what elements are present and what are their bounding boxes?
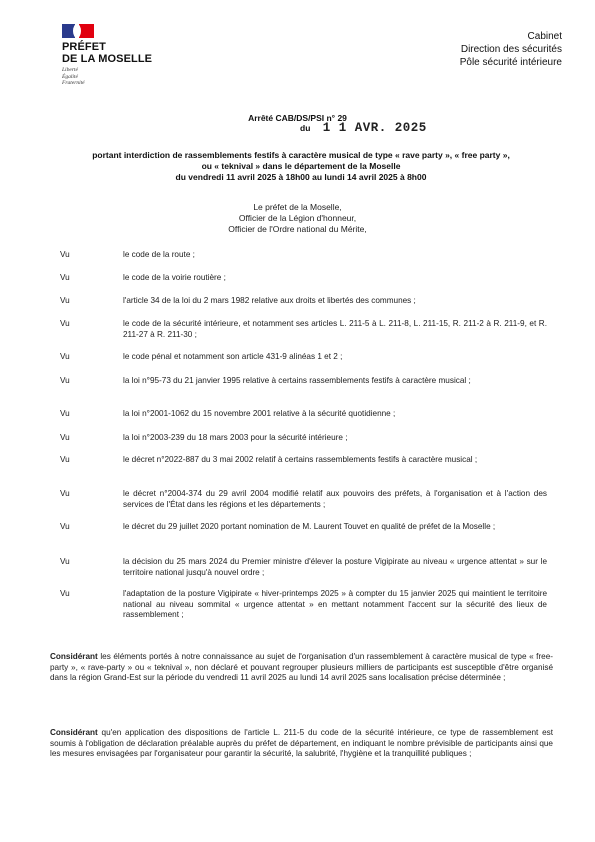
issuing-service [460,30,562,69]
vu-text: le décret n°2004-374 du 29 avril 2004 modifié relatif aux pouvoirs des préfets, à l'organisation et à l'action des services de l'État dans les régions et les départements ; [123,489,547,509]
logo-line-1: PRÉFET [62,41,106,53]
vu-label: Vu [60,455,70,464]
vu-text: la loi n°2001-1062 du 15 novembre 2001 relative à la sécurité quotidienne ; [123,409,396,418]
vu-label: Vu [60,296,70,305]
document-title [40,150,562,183]
vu-text: le code pénal et notamment son article 431-9 alinéas 1 et 2 ; [123,352,343,361]
title-line: portant interdiction de rassemblements festifs à caractère musical de type « rave party », « free party », [92,150,510,160]
considerant-keyword: Considérant [50,728,98,737]
vu-label: Vu [60,376,70,385]
vu-label: Vu [60,352,70,361]
vu-label: Vu [60,489,70,498]
vu-label: Vu [60,589,70,598]
prefet-titles [0,202,595,235]
vu-label: Vu [60,250,70,259]
considerant-paragraph [50,652,553,684]
republic-motto: Liberté Égalité Fraternité [62,67,85,86]
vu-text: le code de la route ; [123,250,195,259]
service-line: Cabinet [527,31,562,42]
service-line: Direction des sécurités [460,44,562,55]
title-line: du vendredi 11 avril 2025 à 18h00 au lundi 14 avril 2025 à 8h00 [175,172,427,182]
vu-label: Vu [60,273,70,282]
vu-text: la décision du 25 mars 2024 du Premier ministre d'élever la posture Vigipirate au niveau « urgence attentat » sur le territoire national jusqu'à nouvel ordre ; [123,557,547,577]
considerant-keyword: Considérant [50,652,98,661]
vu-label: Vu [60,433,70,442]
prefet-line: Le préfet de la Moselle, [253,202,342,212]
vu-label: Vu [60,319,70,328]
vu-text: l'adaptation de la posture Vigipirate « hiver-printemps 2025 » à compter du 15 janvier 2025 qui maintient le territoire national au niveau sommital « urgence attentat » en mettant notamment l'accent sur la sécurité des lieux de rassemblement ; [123,589,547,619]
vu-text: le code de la voirie routière ; [123,273,226,282]
vu-label: Vu [60,522,70,531]
vu-text: le code de la sécurité intérieure, et notamment ses articles L. 211-5 à L. 211-8, L. 211-15, R. 211-2 à R. 211-9, et R. 211-27 à R. 211-30 ; [123,319,547,339]
prefecture-logo [62,24,172,87]
prefet-line: Officier de la Légion d'honneur, [238,213,357,223]
arrete-du: du [300,123,311,133]
vu-text: le décret du 29 juillet 2020 portant nomination de M. Laurent Touvet en qualité de préfet de la Moselle ; [123,522,496,531]
vu-label: Vu [60,409,70,418]
date-stamp: 1 1 AVR. 2025 [322,121,427,135]
logo-line-2: DE LA MOSELLE [62,53,153,65]
considerant-text: qu'en application des dispositions de l'article L. 211-5 du code de la sécurité intérieure, ce type de rassemblement est soumis à l'obligation de déclaration préalable auprès du préfet de département, en indiquant le nombre prévisible de participants ainsi que les mesures envisagées par l'organisateur pour garantir la sécurité, la salubrité, l'hygiène et la tranquillité publiques ; [50,728,553,758]
prefet-line: Officier de l'Ordre national du Mérite, [228,224,367,234]
vu-text: le décret n°2022-887 du 3 mai 2002 relatif à certains rassemblements festifs à caractère musical ; [123,455,478,464]
title-line: ou « teknival » dans le département de la Moselle [201,161,401,171]
vu-label: Vu [60,557,70,566]
service-line: Pôle sécurité intérieure [459,57,562,68]
marianne-flag-icon [62,24,94,38]
considerant-text: les éléments portés à notre connaissance au sujet de l'organisation d'un rassemblement à caractère musical de type « free-party », « rave-party » ou « teknival », non déclaré et pouvant regrouper plusieurs milliers de participants est susceptible d'être organisé dans la région Grand-Est sur la période du vendredi 11 avril 2025 au lundi 14 avril 2025 sans localisation précise déterminée ; [50,652,553,682]
vu-text: l'article 34 de la loi du 2 mars 1982 relative aux droits et libertés des communes ; [123,296,416,305]
arrete-number: Arrêté CAB/DS/PSI n° 29 [248,113,347,123]
arrete-date [300,121,427,135]
vu-text: la loi n°2003-239 du 18 mars 2003 pour la sécurité intérieure ; [123,433,348,442]
considerant-paragraph [50,728,553,760]
vu-text: la loi n°95-73 du 21 janvier 1995 relative à certains rassemblements festifs à caractère musical ; [123,376,471,385]
